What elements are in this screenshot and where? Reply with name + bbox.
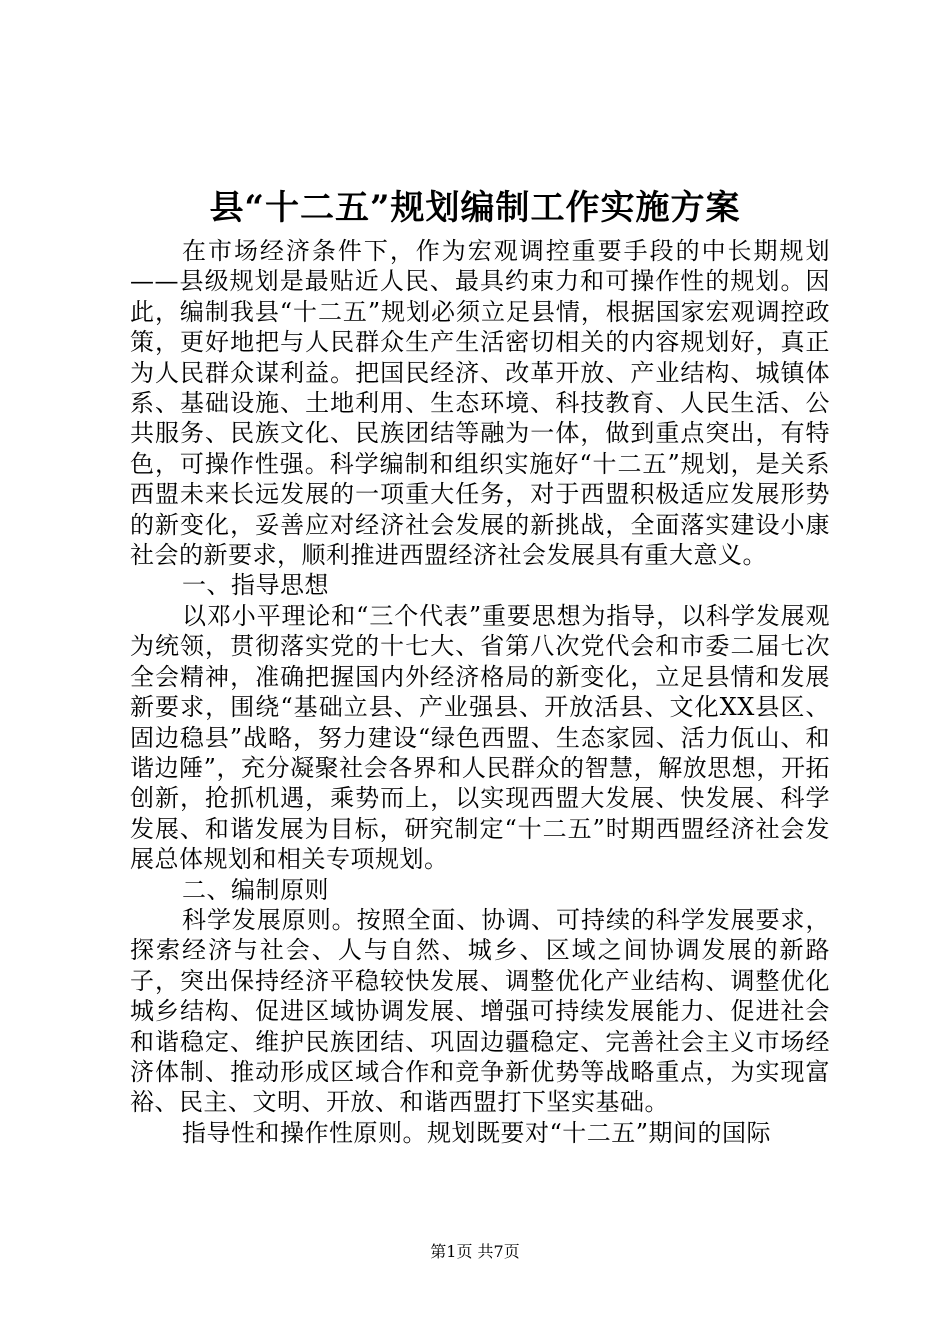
page-number: 第1页 共7页 xyxy=(430,1242,520,1261)
paragraph-intro: 在市场经济条件下，作为宏观调控重要手段的中长期规划——县级规划是最贴近人民、最具约束力和可操作性的规划。因此，编制我县“十二五”规划必须立足县情，根据国家宏观调控政策，更好地把与人民群众生产生活密切相关的内容规划好，真正为人民群众谋利益。把国民经济、改革开放、产业结构、城镇体系、基础设施、土地利用、生态环境、科技教育、人民生活、公共服务、民族文化、民族团结等融为一体，做到重点突出，有特色，可操作性强。科学编制和组织实施好“十二五”规划，是关系西盟未来长远发展的一项重大任务，对于西盟积极适应发展形势的新变化，妥善应对经济社会发展的新挑战，全面落实建设小康社会的新要求，顺利推进西盟经济社会发展具有重大意义。 xyxy=(130,237,830,570)
paragraph-guiding-ideology: 以邓小平理论和“三个代表”重要思想为指导，以科学发展观为统领，贯彻落实党的十七大、省第八次党代会和市委二届七次全会精神，准确把握国内外经济格局的新变化，立足县情和发展新要求，围绕“基础立县、产业强县、开放活县、文化XX县区、固边稳县”战略，努力建设“绿色西盟、生态家园、活力佤山、和谐边陲”，充分凝聚社会各界和人民群众的智慧，解放思想，开拓创新，抢抓机遇，乘势而上，以实现西盟大发展、快发展、科学发展、和谐发展为目标，研究制定“十二五”时期西盟经济社会发展总体规划和相关专项规划。 xyxy=(130,601,830,874)
paragraph-guidance-principle: 指导性和操作性原则。规划既要对“十二五”期间的国际 xyxy=(182,1118,772,1147)
section-heading-guiding-ideology: 一、指导思想 xyxy=(182,571,329,600)
paragraph-scientific-principle: 科学发展原则。按照全面、协调、可持续的科学发展要求，探索经济与社会、人与自然、城乡、区域之间协调发展的新路子，突出保持经济平稳较快发展、调整优化产业结构、调整优化城乡结构、促进区域协调发展、增强可持续发展能力、促进社会和谐稳定、维护民族团结、巩固边疆稳定、完善社会主义市场经济体制、推动形成区域合作和竞争新优势等战略重点，为实现富裕、民主、文明、开放、和谐西盟打下坚实基础。 xyxy=(130,905,830,1117)
document-body xyxy=(130,236,830,1148)
section-heading-principles: 二、编制原则 xyxy=(182,875,329,904)
document-title: 县“十二五”规划编制工作实施方案 xyxy=(209,188,741,228)
